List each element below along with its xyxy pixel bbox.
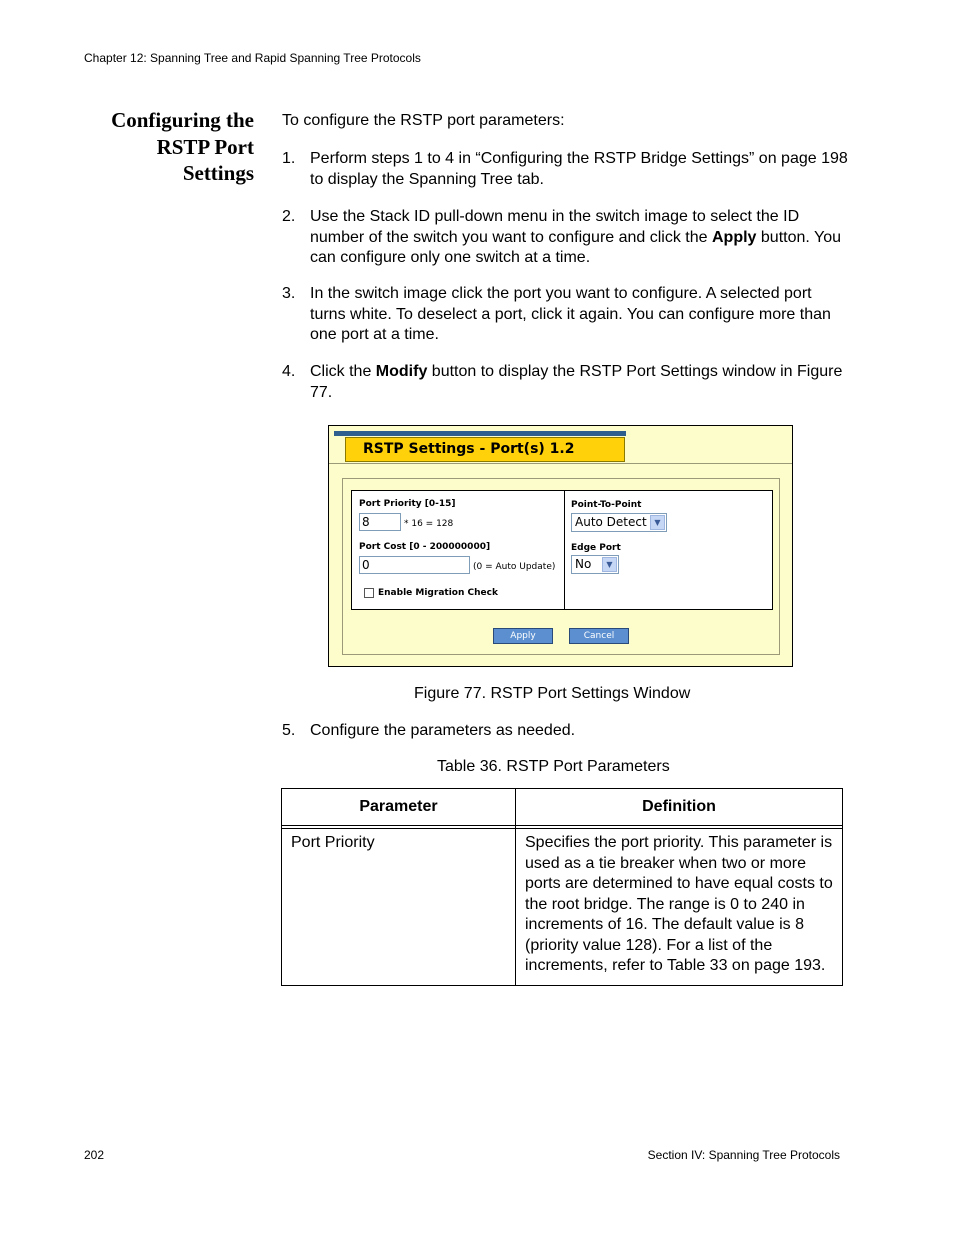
step-number: 3. — [282, 285, 296, 302]
step-text-part: Use the Stack ID pull-down menu in the switch image to select the ID number of the switch you want to configure and click the — [310, 208, 800, 246]
section-title-line-3: Settings — [182, 161, 254, 185]
settings-panel — [351, 490, 773, 610]
section-title-line-2: RSTP Port — [156, 134, 254, 159]
step-text — [310, 207, 850, 269]
section-title — [60, 107, 254, 187]
footer-section: Section IV: Spanning Tree Protocols — [647, 1148, 840, 1162]
step-text: In the switch image click the port you want to configure. A selected port turns white. To deselect a port, click it again. You can configure more than one port at a time. — [310, 285, 831, 343]
apply-button[interactable]: Apply — [493, 628, 553, 644]
chevron-down-icon: ▼ — [602, 557, 617, 572]
column-header-definition: Definition — [516, 789, 843, 826]
step-number: 5. — [282, 722, 296, 739]
port-cost-label: Port Cost [0 - 200000000] — [359, 542, 491, 552]
figure-caption: Figure 77. RSTP Port Settings Window — [414, 685, 691, 702]
step-text-part: Click the — [310, 363, 376, 380]
port-priority-input[interactable]: 8 — [359, 513, 401, 531]
page-number: 202 — [84, 1148, 105, 1162]
table-caption: Table 36. RSTP Port Parameters — [437, 758, 670, 775]
step-text-part: button. You can configure only one switch at a time. — [310, 228, 841, 266]
point-to-point-value: Auto Detect — [575, 515, 647, 529]
port-priority-label: Port Priority [0-15] — [359, 499, 456, 509]
rstp-port-settings-window — [328, 425, 793, 667]
tab-accent-line — [334, 431, 626, 436]
definition-cell: Specifies the port priority. This parameter is used as a tie breaker when two or more ports are determined to have equal costs to the root bridge. The range is 0 to 240 in increments of 16. The default value is 8 (priority value 128). For a list of the increments, refer to Table 33 on page 193. — [516, 829, 843, 986]
migration-check-label: Enable Migration Check — [378, 588, 498, 598]
step-number: 2. — [282, 208, 296, 225]
apply-keyword: Apply — [712, 228, 757, 246]
point-to-point-select[interactable] — [571, 513, 667, 532]
edge-port-label: Edge Port — [571, 543, 621, 553]
point-to-point-label: Point-To-Point — [571, 500, 642, 510]
parameters-table — [281, 788, 843, 986]
panel-divider — [564, 491, 565, 609]
port-cost-hint: (0 = Auto Update) — [473, 562, 556, 572]
column-header-parameter: Parameter — [282, 789, 516, 826]
parameter-cell: Port Priority — [282, 829, 516, 986]
cancel-button[interactable]: Cancel — [569, 628, 629, 644]
table-row — [282, 829, 843, 986]
modify-keyword: Modify — [375, 363, 428, 380]
step-number: 1. — [282, 150, 296, 167]
edge-port-select[interactable] — [571, 555, 619, 574]
step-text: Configure the parameters as needed. — [310, 722, 576, 739]
step-text: Perform steps 1 to 4 in “Configuring the RSTP Bridge Settings” on page 198 to display the Spanning Tree tab. — [310, 150, 848, 188]
port-cost-input[interactable]: 0 — [359, 556, 470, 574]
running-header: Chapter 12: Spanning Tree and Rapid Spanning Tree Protocols — [84, 51, 421, 65]
step-number: 4. — [282, 363, 296, 380]
tab-bar — [329, 426, 792, 464]
table-header-row — [282, 789, 843, 826]
edge-port-value: No — [575, 557, 592, 571]
step-text — [310, 362, 850, 403]
section-title-line-1: Configuring the — [111, 108, 254, 132]
chevron-down-icon: ▼ — [650, 515, 665, 530]
intro-text: To configure the RSTP port parameters: — [282, 112, 565, 129]
migration-check-checkbox[interactable] — [364, 588, 374, 598]
step-text-part: button to display the RSTP Port Settings window in Figure 77. — [310, 363, 843, 401]
tab-rstp-settings[interactable]: RSTP Settings - Port(s) 1.2 — [345, 437, 625, 462]
port-priority-hint: * 16 = 128 — [404, 519, 454, 529]
